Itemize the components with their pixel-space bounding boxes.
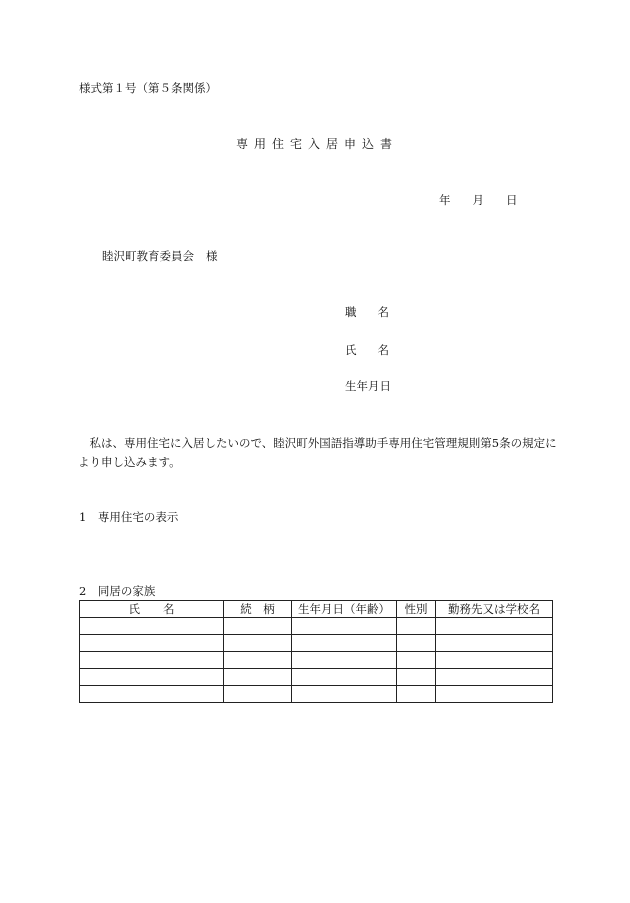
field-job-char1: 職 — [345, 305, 357, 319]
table-cell[interactable] — [436, 635, 553, 652]
table-cell[interactable] — [224, 618, 292, 635]
date-year: 年 — [439, 193, 451, 207]
table-cell[interactable] — [397, 686, 436, 703]
body-text: 私は、専用住宅に入居したいので、睦沢町外国語指導助手専用住宅管理規則第5条の規定により申し込みます。 — [78, 436, 557, 469]
form-number: 様式第１号（第５条関係） — [79, 81, 217, 95]
table-cell[interactable] — [80, 635, 224, 652]
addressee-honorific: 様 — [206, 249, 218, 263]
table-cell[interactable] — [224, 669, 292, 686]
field-name — [345, 343, 389, 358]
table-cell[interactable] — [292, 635, 397, 652]
date-month: 月 — [472, 193, 484, 207]
table-cell[interactable] — [436, 669, 553, 686]
table-row — [80, 618, 553, 635]
table-cell[interactable] — [436, 618, 553, 635]
field-name-char2: 名 — [377, 343, 389, 357]
field-job-title — [345, 305, 389, 320]
header-name: 氏 名 — [80, 601, 224, 618]
field-job-char2: 名 — [377, 305, 389, 319]
table-cell[interactable] — [397, 635, 436, 652]
addressee — [102, 249, 218, 264]
table-cell[interactable] — [397, 618, 436, 635]
table-cell[interactable] — [292, 652, 397, 669]
table-cell[interactable] — [436, 686, 553, 703]
field-date-of-birth: 生年月日 — [345, 379, 391, 393]
section-2-heading: 2 同居の家族 — [79, 584, 156, 598]
table-header-row — [80, 601, 553, 618]
table-cell[interactable] — [397, 652, 436, 669]
table-cell[interactable] — [436, 652, 553, 669]
table-cell[interactable] — [80, 686, 224, 703]
header-relationship: 続 柄 — [224, 601, 292, 618]
table-cell[interactable] — [80, 618, 224, 635]
field-name-char1: 氏 — [345, 343, 357, 357]
table-cell[interactable] — [292, 618, 397, 635]
addressee-name: 睦沢町教育委員会 — [102, 249, 194, 263]
section-1-heading: 1 専用住宅の表示 — [79, 510, 179, 524]
table-cell[interactable] — [224, 652, 292, 669]
table-cell[interactable] — [397, 669, 436, 686]
table-cell[interactable] — [224, 686, 292, 703]
table-cell[interactable] — [292, 669, 397, 686]
table-row — [80, 652, 553, 669]
table-cell[interactable] — [80, 669, 224, 686]
header-birthdate-age: 生年月日（年齢） — [292, 601, 397, 618]
date-day: 日 — [506, 193, 518, 207]
table-row — [80, 686, 553, 703]
header-workplace-school: 勤務先又は学校名 — [436, 601, 553, 618]
table-row — [80, 635, 553, 652]
table-row — [80, 669, 553, 686]
document-title: 専用住宅入居申込書 — [236, 137, 399, 151]
family-table — [79, 600, 553, 703]
table-cell[interactable] — [224, 635, 292, 652]
table-cell[interactable] — [80, 652, 224, 669]
date-line — [439, 193, 518, 208]
table-cell[interactable] — [292, 686, 397, 703]
header-gender: 性別 — [397, 601, 436, 618]
